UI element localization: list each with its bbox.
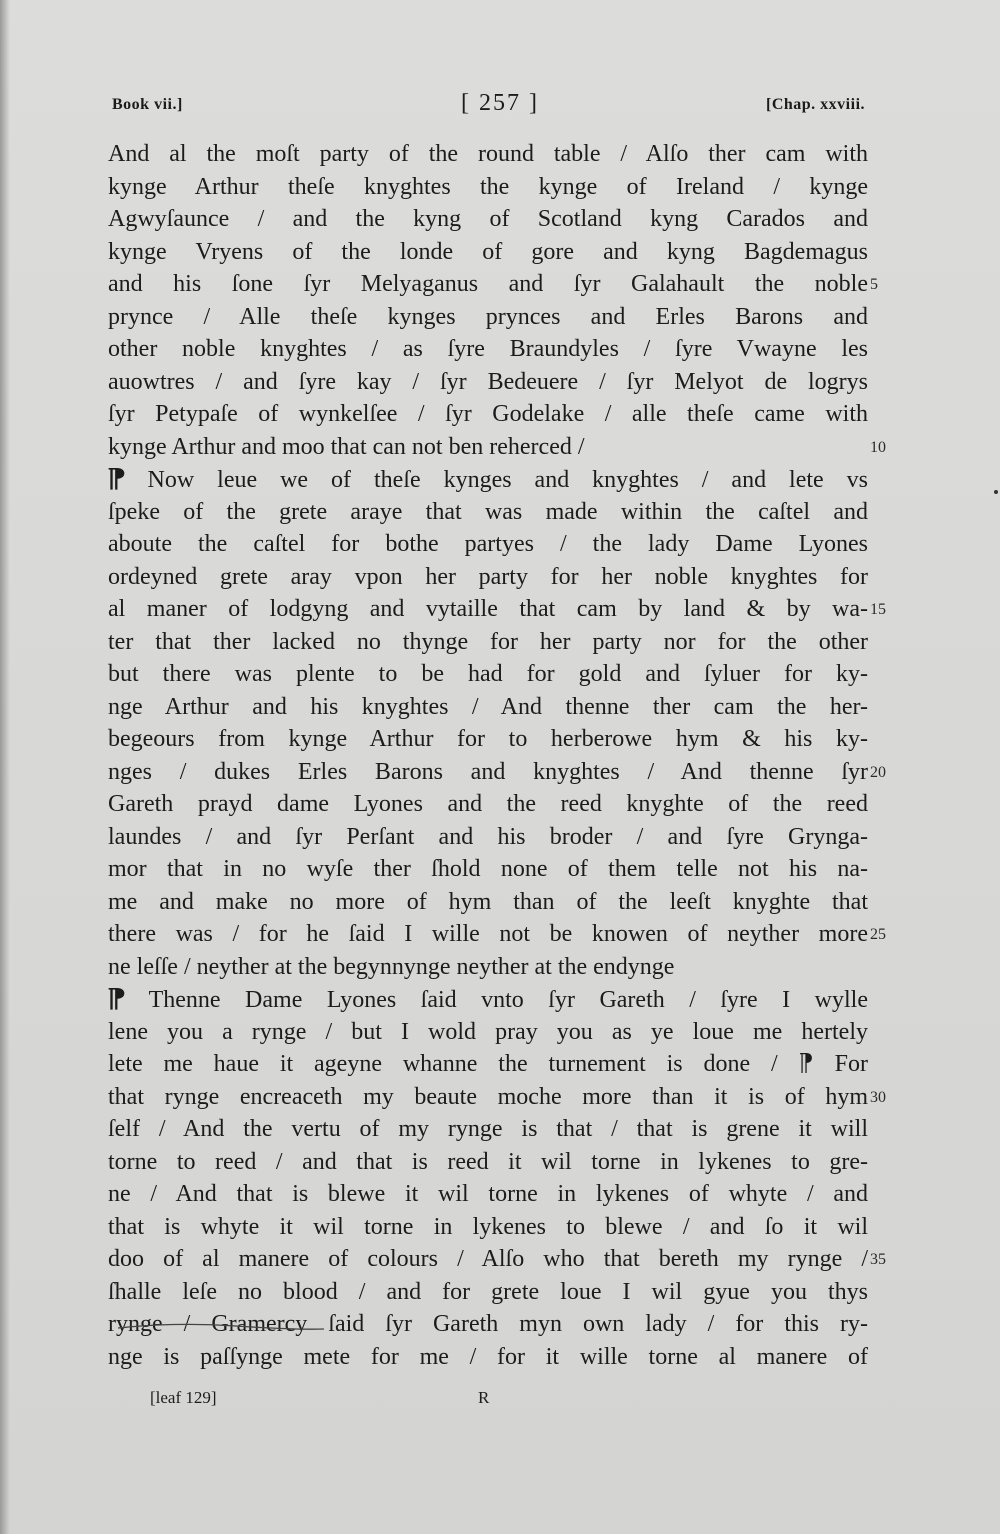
line-text: that rynge encreaceth my beaute moche more than it is of hym	[108, 1083, 868, 1110]
line-number: 35	[870, 1251, 886, 1268]
text-line	[108, 333, 868, 366]
text-line	[108, 1081, 868, 1114]
line-text: nges / dukes Erles Barons and knyghtes / And thenne ſyr	[108, 758, 868, 785]
line-number: 20	[870, 763, 886, 781]
line-text: doo of al manere of colours / Alſo who that bereth my rynge /	[108, 1246, 868, 1272]
body-text	[108, 138, 868, 1373]
ink-speck	[994, 490, 998, 494]
text-line	[108, 723, 868, 756]
line-text: that is whyte it wil torne in lykenes to blewe / and ſo it wil	[108, 1213, 868, 1240]
line-text: Agwyſaunce / and the kyng of Scotland kyng Carados and	[108, 206, 868, 232]
pilcrow-icon: ⁋	[106, 984, 127, 1013]
line-text: kynge Vryens of the londe of gore and kyng Bagdemagus	[108, 238, 868, 265]
line-text: nge is paſſynge mete for me / for it wille torne al manere of	[108, 1343, 868, 1370]
line-text: ter that ther lacked no thynge for her party nor for the other	[108, 628, 868, 655]
line-text: ſyr Petypaſe of wynkelſee / ſyr Godelake / alle theſe came with	[108, 401, 868, 427]
line-text: rynge / Gramercy ſaid ſyr Gareth myn own lady / for this ry-	[108, 1311, 868, 1337]
line-number: 15	[870, 601, 886, 618]
text-line	[108, 788, 868, 821]
line-text: kynge Arthur and moo that can not ben reherced /	[108, 433, 585, 460]
text-line	[108, 301, 868, 334]
line-number: 10	[870, 438, 886, 456]
chapter-running-head: [Chap. xxviii.	[766, 96, 866, 113]
line-text: and his ſone ſyr Melyaganus and ſyr Galahault the noble	[108, 271, 868, 297]
text-line	[108, 268, 868, 301]
page-gutter-shadow	[0, 0, 10, 1534]
line-text: torne to reed / and that is reed it wil torne in lykenes to gre-	[108, 1148, 868, 1175]
text-line	[108, 1211, 868, 1244]
line-text: other noble knyghtes / as ſyre Braundyles / ſyre Vwayne les	[108, 336, 868, 362]
text-line	[108, 821, 868, 854]
text-line	[108, 1243, 868, 1276]
line-text: laundes / and ſyr Perſant and his broder / and ſyre Grynga-	[108, 823, 868, 850]
line-text: ne leſſe / neyther at the begynnynge neyther at the endynge	[108, 953, 675, 980]
text-line	[108, 983, 868, 1016]
line-text: there was / for he ſaid I wille not be knowen of neyther more	[108, 921, 868, 947]
line-text: al maner of lodgyng and vytaille that cam by land & by wa-	[108, 596, 868, 622]
text-line	[108, 203, 868, 236]
pilcrow-icon: ⁋	[106, 464, 127, 493]
line-text: Now leue we of theſe kynges and knyghtes / and lete vs	[147, 467, 869, 493]
text-line	[108, 1178, 868, 1211]
text-line	[108, 463, 868, 496]
text-line	[108, 918, 868, 951]
line-text: nge Arthur and his knyghtes / And thenne ther cam the her-	[108, 693, 868, 720]
line-text: ſelf / And the vertu of my rynge is that / that is grene it will	[108, 1116, 868, 1142]
text-line	[108, 853, 868, 886]
line-text: but there was plente to be had for gold and ſyluer for ky-	[108, 661, 868, 687]
text-line	[108, 951, 868, 984]
line-text: begeours from kynge Arthur for to herberowe hym & his ky-	[108, 726, 868, 752]
text-line	[108, 593, 868, 626]
text-line	[108, 626, 868, 659]
text-line	[108, 366, 868, 399]
line-text: Gareth prayd dame Lyones and the reed knyghte of the reed	[108, 791, 868, 817]
line-text: ne / And that is blewe it wil torne in lykenes of whyte / and	[108, 1181, 868, 1207]
text-line	[108, 1016, 868, 1049]
text-line	[108, 756, 868, 789]
line-text: auowtres / and ſyre kay / ſyr Bedeuere / ſyr Melyot de logrys	[108, 368, 868, 395]
text-line	[108, 1146, 868, 1179]
line-text: kynge Arthur theſe knyghtes the kynge of Ireland / kynge	[108, 173, 868, 200]
text-line	[108, 658, 868, 691]
line-number: 25	[870, 926, 886, 943]
leaf-signature: [leaf 129]	[150, 1388, 217, 1407]
line-text: ordeyned grete aray vpon her party for her noble knyghtes for	[108, 563, 868, 590]
text-line	[108, 528, 868, 561]
line-text: ſpeke of the grete araye that was made within the caſtel and	[108, 498, 868, 525]
text-line	[108, 496, 868, 529]
text-line	[108, 171, 868, 204]
text-line	[108, 1341, 868, 1374]
text-line	[108, 561, 868, 594]
text-line	[108, 1276, 868, 1309]
line-text: ſhalle leſe no blood / and for grete loue I wil gyue you thys	[108, 1278, 868, 1305]
text-line	[108, 1048, 868, 1081]
line-text: And al the moſt party of the round table / Alſo ther cam with	[108, 141, 868, 167]
text-line	[108, 236, 868, 269]
line-text: me and make no more of hym than of the leeſt knyghte that	[108, 888, 868, 915]
line-text: lene you a rynge / but I wold pray you as ye loue me hertely	[108, 1018, 868, 1045]
book-running-head: Book vii.]	[112, 96, 183, 113]
line-number: 5	[870, 276, 878, 293]
line-text: prynce / Alle theſe kynges prynces and Erles Barons and	[108, 303, 868, 330]
page-number: [ 257 ]	[461, 90, 539, 116]
text-line	[108, 431, 868, 464]
text-line	[108, 886, 868, 919]
line-text: mor that in no wyſe ther ſhold none of them telle not his na-	[108, 856, 868, 882]
text-line	[108, 138, 868, 171]
line-text: aboute the caſtel for bothe partyes / the lady Dame Lyones	[108, 531, 868, 557]
line-text: Thenne Dame Lyones ſaid vnto ſyr Gareth / ſyre I wylle	[148, 987, 868, 1013]
line-number: 30	[870, 1088, 886, 1106]
pencil-underline-mark	[116, 1320, 326, 1332]
line-text: lete me haue it ageyne whanne the turnement is done / ⁋ For	[108, 1051, 868, 1077]
text-line	[108, 691, 868, 724]
text-line	[108, 398, 868, 431]
text-line	[108, 1113, 868, 1146]
signature-letter: R	[478, 1388, 490, 1407]
